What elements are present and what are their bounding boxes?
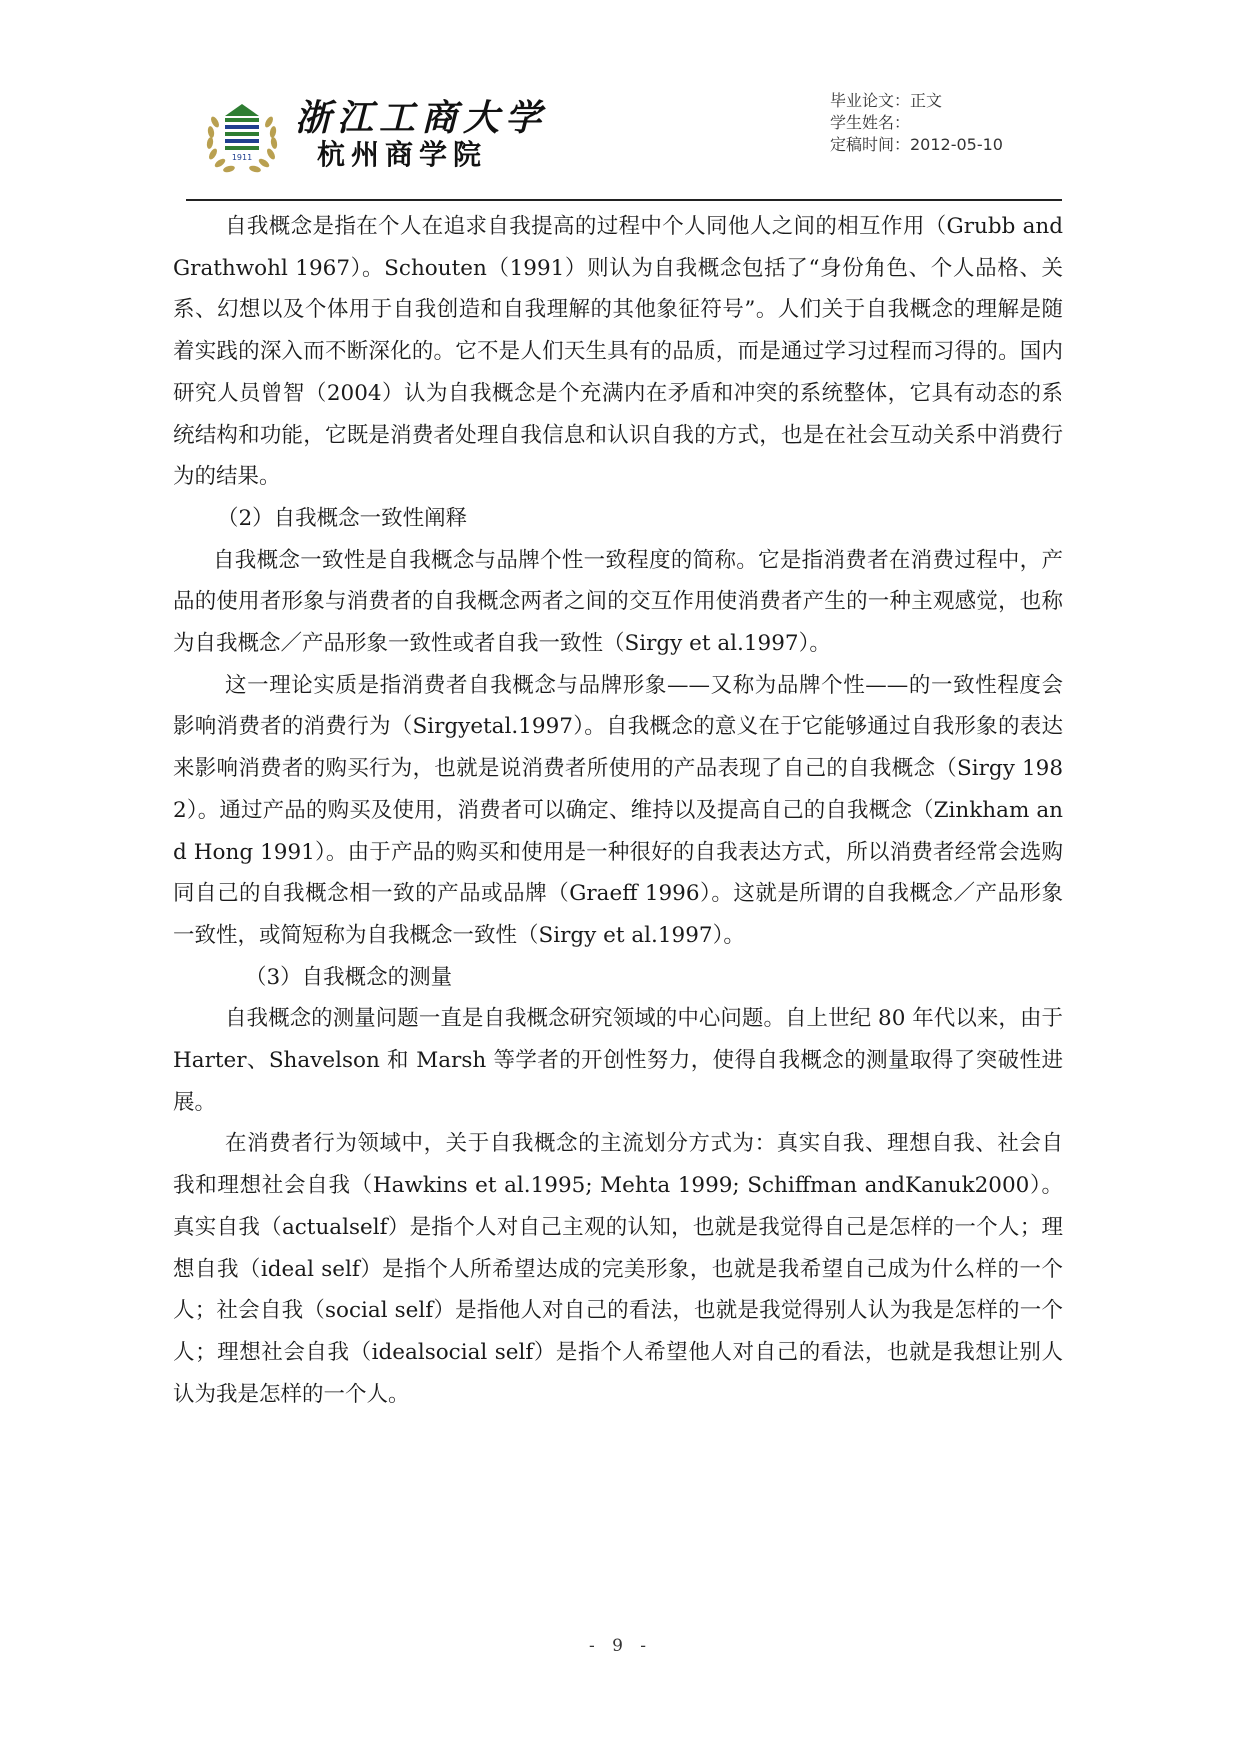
document-body [173,206,1063,1415]
header-rule [186,199,1062,201]
emblem-year: 1911 [231,153,253,162]
page-header [0,0,1241,200]
logo-text [295,97,548,172]
meta-student-name: 学生姓名： [830,113,911,132]
meta-thesis-type: 毕业论文：正文 [830,91,943,110]
university-emblem-icon [203,96,281,176]
paragraph-self-types: 在消费者行为领域中，关于自我概念的主流划分方式为：真实自我、理想自我、社会自我和理想社会自我（Hawkins et al.1995; Mehta 1999; Schiffman andKanuk2000）。真实自我（actualself）是指个人对自己主观的认知，也就是我觉得自己是怎样的一个人；理想自我（ideal self）是指个人所希望达成的完美形象，也就是我希望自己成为什么样的一个人；社会自我（social self）是指他人对自己的看法，也就是我觉得别人认为我是怎样的一个人；理想社会自我（idealsocial self）是指个人希望他人对自己的看法，也就是我想让别人认为我是怎样的一个人。 [173,1131,1063,1407]
university-logo [203,96,548,176]
section-heading-consistency: （2）自我概念一致性阐释 [217,505,468,531]
university-name: 浙江工商大学 [295,97,548,139]
college-name: 杭州商学院 [317,138,488,171]
paragraph-self-concept-definition: 自我概念是指在个人在追求自我提高的过程中个人同他人之间的相互作用（Grubb and Grathwohl 1967）。Schouten（1991）则认为自我概念包括了“身份角色、个人品格、关系、幻想以及个体用于自我创造和自我理解的其他象征符号”。人们关于自我概念的理解是随着实践的深入而不断深化的。它不是人们天生具有的品质，而是通过学习过程而习得的。国内研究人员曾智（2004）认为自我概念是个充满内在矛盾和冲突的系统整体，它具有动态的系统结构和功能，它既是消费者处理自我信息和认识自我的方式，也是在社会互动关系中消费行为的结果。 [173,214,1063,490]
paragraph-consistency-definition: 自我概念一致性是自我概念与品牌个性一致程度的简称。它是指消费者在消费过程中，产品的使用者形象与消费者的自我概念两者之间的交互作用使消费者产生的一种主观感觉，也称为自我概念／产品形象一致性或者自我一致性（Sirgy et al.1997）。 [173,547,1063,657]
meta-final-date: 定稿时间：2012-05-10 [830,135,1003,154]
page-number: - 9 - [588,1636,653,1656]
paragraph-consistency-theory: 这一理论实质是指消费者自我概念与品牌形象——又称为品牌个性——的一致性程度会影响消费者的消费行为（Sirgyetal.1997）。自我概念的意义在于它能够通过自我形象的表达来影响消费者的购买行为，也就是说消费者所使用的产品表现了自己的自我概念（Sirgy 1982）。通过产品的购买及使用，消费者可以确定、维持以及提高自己的自我概念（Zinkham and Hong 1991）。由于产品的购买和使用是一种很好的自我表达方式，所以消费者经常会选购同自己的自我概念相一致的产品或品牌（Graeff 1996）。这就是所谓的自我概念／产品形象一致性，或简短称为自我概念一致性（Sirgy et al.1997）。 [173,672,1063,948]
section-heading-measurement: （3）自我概念的测量 [245,964,453,990]
paragraph-measurement: 自我概念的测量问题一直是自我概念研究领域的中心问题。自上世纪 80 年代以来，由于 Harter、Shavelson 和 Marsh 等学者的开创性努力，使得自我概念的测量取得了突破性进展。 [173,1006,1063,1115]
document-meta [830,90,1003,156]
